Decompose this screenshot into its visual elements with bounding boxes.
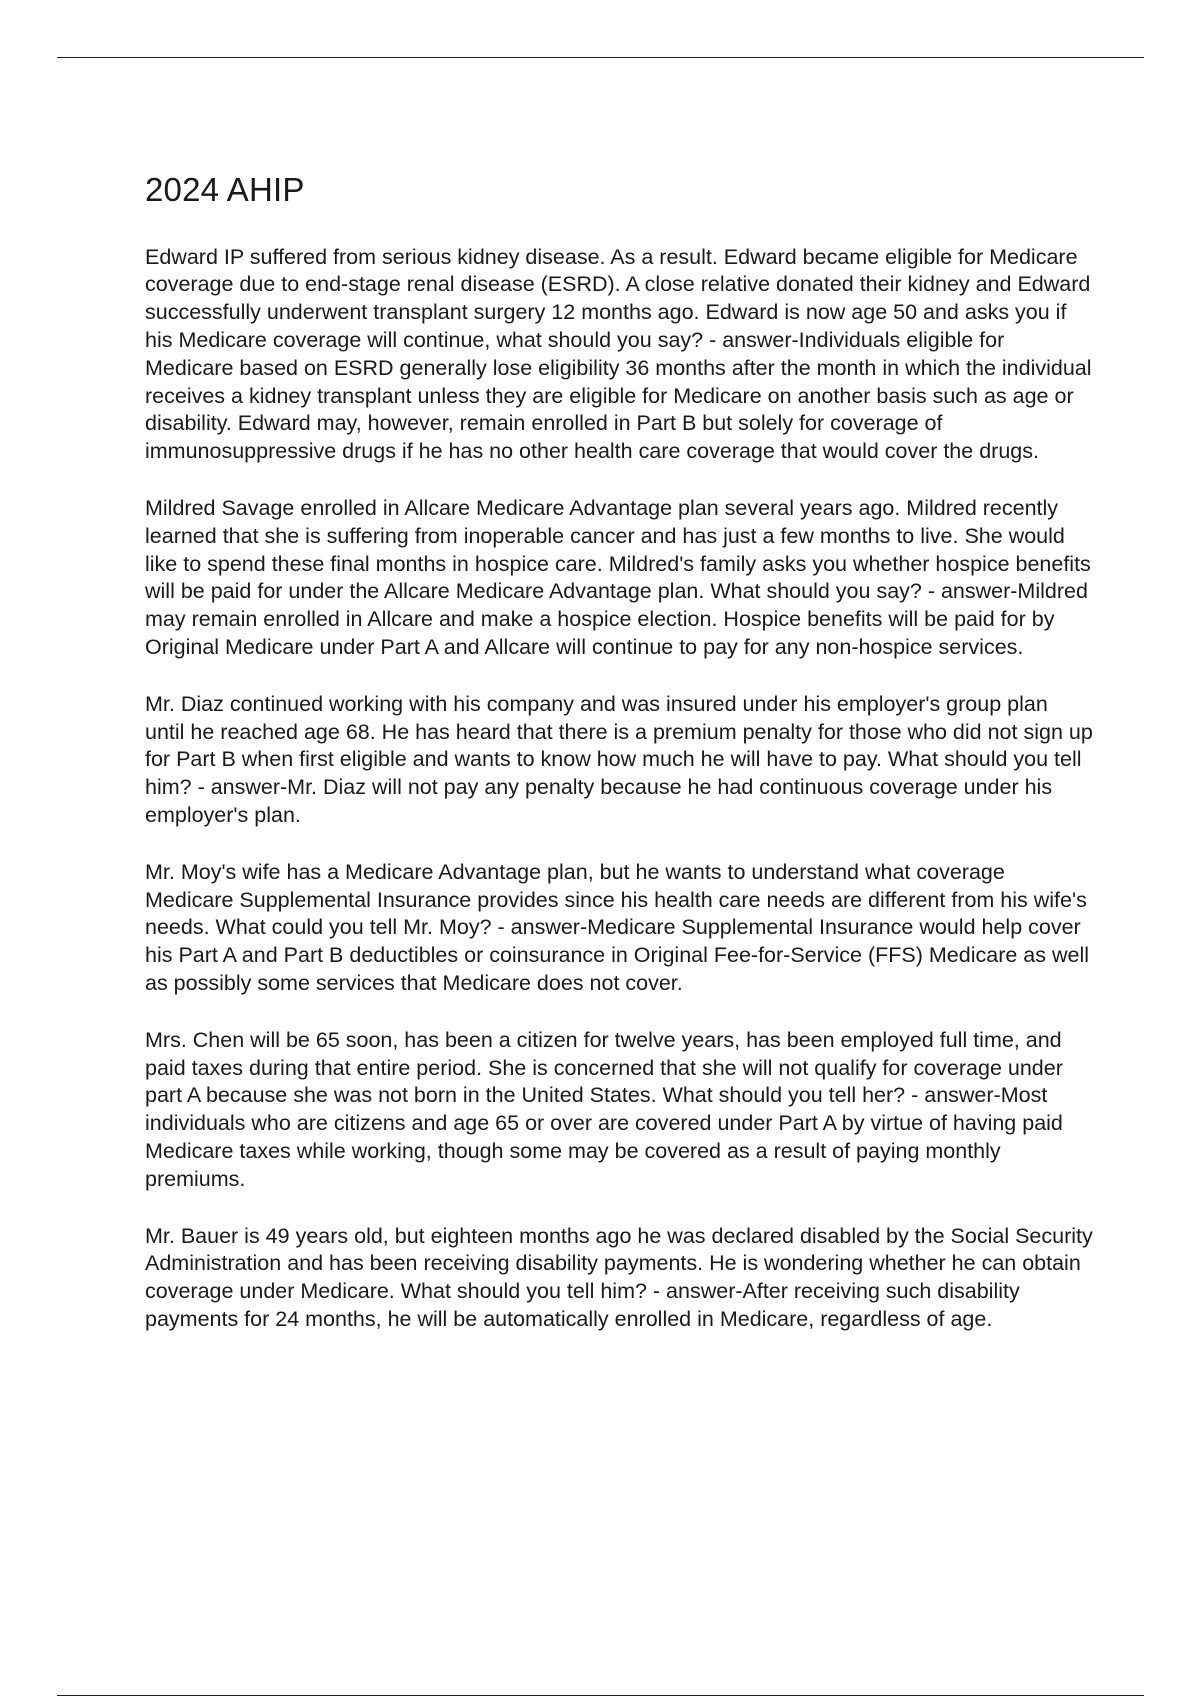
bottom-divider [57,1695,1144,1696]
page-title: 2024 AHIP [145,171,305,208]
qa-entry-diaz: Mr. Diaz continued working with his company and was insured under his employer's group plan until he reached age 68. He has heard that there is a premium penalty for those who did not sign up for Part B when first eligible and wants to know how much he will have to pay. What should you tell him? - answer-Mr. Diaz will not pay any penalty because he had continuous coverage under his employer's plan. [145,691,1093,827]
document-body [145,170,1093,1363]
top-divider [57,57,1144,58]
qa-entry-edward: Edward IP suffered from serious kidney disease. As a result. Edward became eligible for Medicare coverage due to end-stage renal disease (ESRD). A close relative donated their kidney and Edward successfully underwent transplant surgery 12 months ago. Edward is now age 50 and asks you if his Medicare coverage will continue, what should you say? - answer-Individuals eligible for Medicare based on ESRD generally lose eligibility 36 months after the month in which the individual receives a kidney transplant unless they are eligible for Medicare on another basis such as age or disability. Edward may, however, remain enrolled in Part B but solely for coverage of immunosuppressive drugs if he has no other health care coverage that would cover the drugs. [145,244,1092,464]
qa-entry-mildred: Mildred Savage enrolled in Allcare Medicare Advantage plan several years ago. Mildred recently learned that she is suffering from inoperable cancer and has just a few months to live. She would like to spend these final months in hospice care. Mildred's family asks you whether hospice benefits will be paid for under the Allcare Medicare Advantage plan. What should you say? - answer-Mildred may remain enrolled in Allcare and make a hospice election. Hospice benefits will be paid for by Original Medicare under Part A and Allcare will continue to pay for any non-hospice services. [145,495,1091,659]
qa-entry-bauer: Mr. Bauer is 49 years old, but eighteen months ago he was declared disabled by the Social Security Administration and has been receiving disability payments. He is wondering whether he can obtain coverage under Medicare. What should you tell him? - answer-After receiving such disability payments for 24 months, he will be automatically enrolled in Medicare, regardless of age. [145,1223,1093,1331]
qa-entry-chen: Mrs. Chen will be 65 soon, has been a citizen for twelve years, has been employed full time, and paid taxes during that entire period. She is concerned that she will not qualify for coverage under part A because she was not born in the United States. What should you tell her? - answer-Most individuals who are citizens and age 65 or over are covered under Part A by virtue of having paid Medicare taxes while working, though some may be covered as a result of paying monthly premiums. [145,1027,1063,1191]
qa-entry-moy: Mr. Moy's wife has a Medicare Advantage plan, but he wants to understand what coverage Medicare Supplemental Insurance provides since his health care needs are different from his wife's needs. What could you tell Mr. Moy? - answer-Medicare Supplemental Insurance would help cover his Part A and Part B deductibles or coinsurance in Original Fee-for-Service (FFS) Medicare as well as possibly some services that Medicare does not cover. [145,859,1090,995]
